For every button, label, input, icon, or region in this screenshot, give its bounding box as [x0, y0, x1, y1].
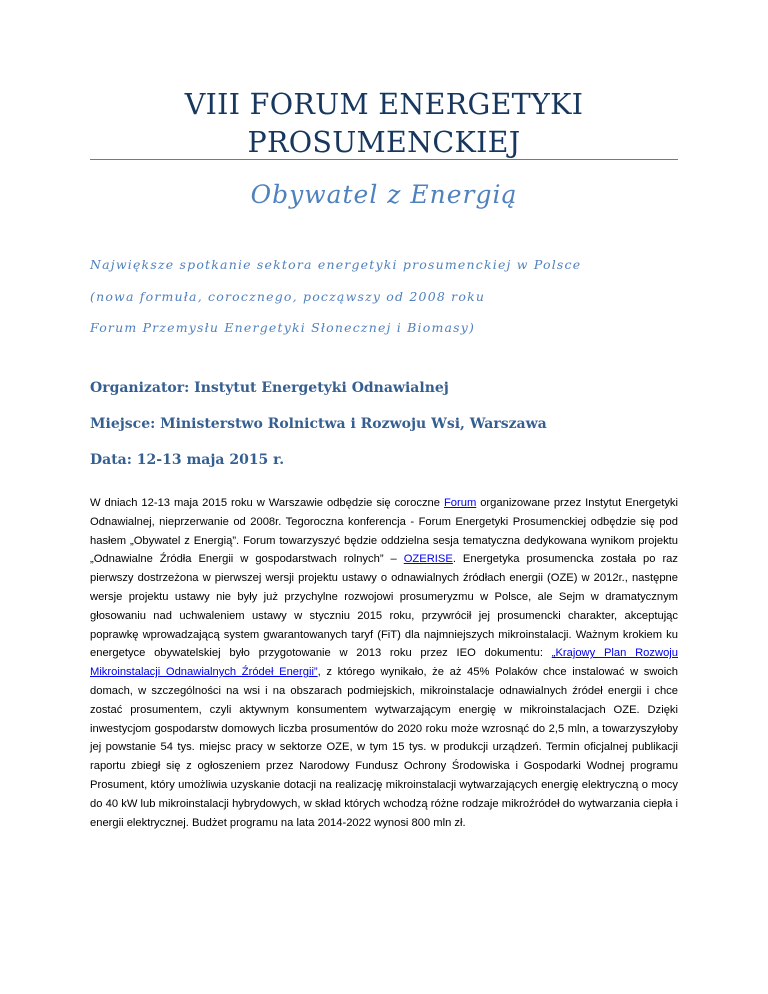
ozerise-link[interactable]: OZERISE: [403, 553, 453, 566]
body-text-3: . Energetyka prosumencka została po raz pierwszy dostrzeżona w pierwszej wersji projektu ustawy o odnawialnych źródłach energii (OZE) w 2012r., następne wersje projektu ustawy nie były już przychylne rozwojowi prosumeryzmu w Polsce, ale Sejm w dramatycznym głosowaniu nad uchwaleniem ustawy w styczniu 2015 roku, przywrócił jej prosumencki charakter, akceptując poprawkę wprowadzającą system gwarantowanych taryf (FiT) dla najmniejszych mikroinstalacji. Ważnym krokiem ku energetyce obywatelskiej było przygotowanie w 2013 roku przez IEO dokumentu:: [90, 553, 678, 660]
forum-link[interactable]: Forum: [443, 497, 477, 509]
organizer-heading: Organizator: Instytut Energetyki Odnawialnej: [90, 380, 449, 396]
plan-report-link[interactable]: „Krajowy Plan Rozwoju Mikroinstalacji Odnawialnych Źródeł Energii”: [90, 647, 678, 679]
tagline-line-3: Forum Przemysłu Energetyki Słonecznej i Biomasy): [90, 320, 476, 335]
venue-heading: Miejsce: Ministerstwo Rolnictwa i Rozwoju Wsi, Warszawa: [90, 416, 547, 432]
title-line-2: PROSUMENCKIEJ: [247, 126, 521, 159]
document-title: [90, 86, 678, 162]
body-text-1: W dniach 12-13 maja 2015 roku w Warszawie odbędzie się coroczne: [90, 497, 444, 509]
body-paragraph: [90, 494, 678, 832]
tagline-line-2: (nowa formuła, corocznego, począwszy od 2008 roku: [90, 289, 486, 304]
body-text-4: , z którego wynikało, że aż 45% Polaków chce instalować w swoich domach, w szczególności na wsi i na obszarach podmiejskich, mikroinstalacje odnawialnych źródeł energii i chce zostać prosumentem, czyli aktywnym konsumentem wytwarzającym energię w mikroinstalacjach OZE. Dzięki inwestycjom gospodarstw domowych liczba prosumentów do 2020 roku może wzrosnąć do 2,5 mln, a towarzyszyłoby jej powstanie 54 tys. miejsc pracy w sektorze OZE, w tym 15 tys. w produkcji urządzeń. Termin oficjalnej publikacji raportu zbiegł się z ogłoszeniem przez Narodowy Fundusz Ochrony Środowiska i Gospodarki Wodnej programu Prosument, który umożliwia uzyskanie dotacji na realizację mikroinstalacji wytwarzających energię elektryczną o mocy do 40 kW lub mikroinstalacji hybrydowych, w skład których wchodzą różne rodzaje mikroźródeł do wytwarzania ciepła i energii elektrycznej. Budżet programu na lata 2014-2022 wynosi 800 mln zł.: [90, 666, 678, 829]
tagline-line-1: Największe spotkanie sektora energetyki prosumenckiej w Polsce: [90, 257, 582, 272]
date-heading: Data: 12-13 maja 2015 r.: [90, 452, 285, 468]
title-line-1: VIII FORUM ENERGETYKI: [184, 88, 584, 121]
body-text-2: organizowane przez Instytut Energetyki Odnawialnej, nieprzerwanie od 2008r. Tegoroczna konferencja - Forum Energetyki Prosumenckiej odbędzie się pod hasłem „Obywatel z Energią”. Forum towarzyszyć będzie oddzielna sesja tematyczna dedykowana wynikom projektu „Odnawialne Źródła Energii w gospodarstwach rolnych” –: [90, 497, 678, 566]
title-divider: [90, 159, 678, 160]
document-subtitle: Obywatel z Energią: [250, 180, 518, 209]
